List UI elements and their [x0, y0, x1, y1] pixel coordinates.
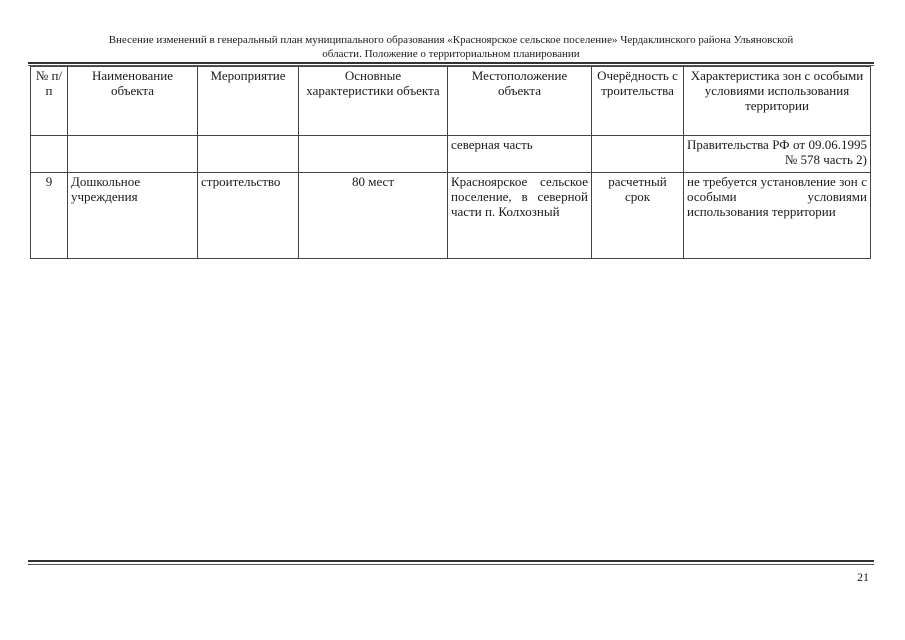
table-header-row: [31, 67, 871, 136]
column-header-order: Очерёдность строительства: [592, 67, 684, 136]
cell-empty: [299, 136, 448, 173]
cell-empty: [592, 136, 684, 173]
column-header-action: Мероприятие: [198, 67, 299, 136]
table-row-continuation: [31, 136, 871, 173]
cell-action: строительство: [198, 173, 299, 259]
cell-location: северная часть: [448, 136, 592, 173]
column-header-name: Наименование объекта: [68, 67, 198, 136]
footer-rule-thick: [28, 560, 874, 562]
header-rule-thick: [28, 62, 874, 64]
cell-empty: [31, 136, 68, 173]
column-header-num: № п/п: [31, 67, 68, 136]
cell-specs: 80 мест: [299, 173, 448, 259]
cell-zones: Правительства РФ от 09.06.1995 № 578 часть 2): [684, 136, 871, 173]
table-row: [31, 173, 871, 259]
header-line-1: Внесение изменений в генеральный план муниципального образования «Красноярское сельское поселение» Чердаклинского района Ульяновской: [108, 34, 794, 46]
column-header-zones: Характеристика зон с особыми условиями использования территории: [684, 67, 871, 136]
page-number: 21: [857, 570, 869, 584]
cell-empty: [68, 136, 198, 173]
column-header-location: Местоположение объекта: [448, 67, 592, 136]
footer-rule-thin: [28, 564, 874, 565]
cell-zones: не требуется установление зон с особыми условиями использования территории: [684, 173, 871, 259]
header-line-2: области. Положение о территориальном планировании: [322, 48, 580, 60]
cell-empty: [198, 136, 299, 173]
column-header-specs: Основные характеристики объекта: [299, 67, 448, 136]
cell-num: 9: [31, 173, 68, 259]
cell-location: Красноярское сельское поселение, в северной части п. Колхозный: [448, 173, 592, 259]
cell-name: Дошкольное учреждения: [68, 173, 198, 259]
cell-order: расчетный срок: [592, 173, 684, 259]
planning-table: [30, 66, 871, 259]
document-header: [28, 33, 874, 61]
